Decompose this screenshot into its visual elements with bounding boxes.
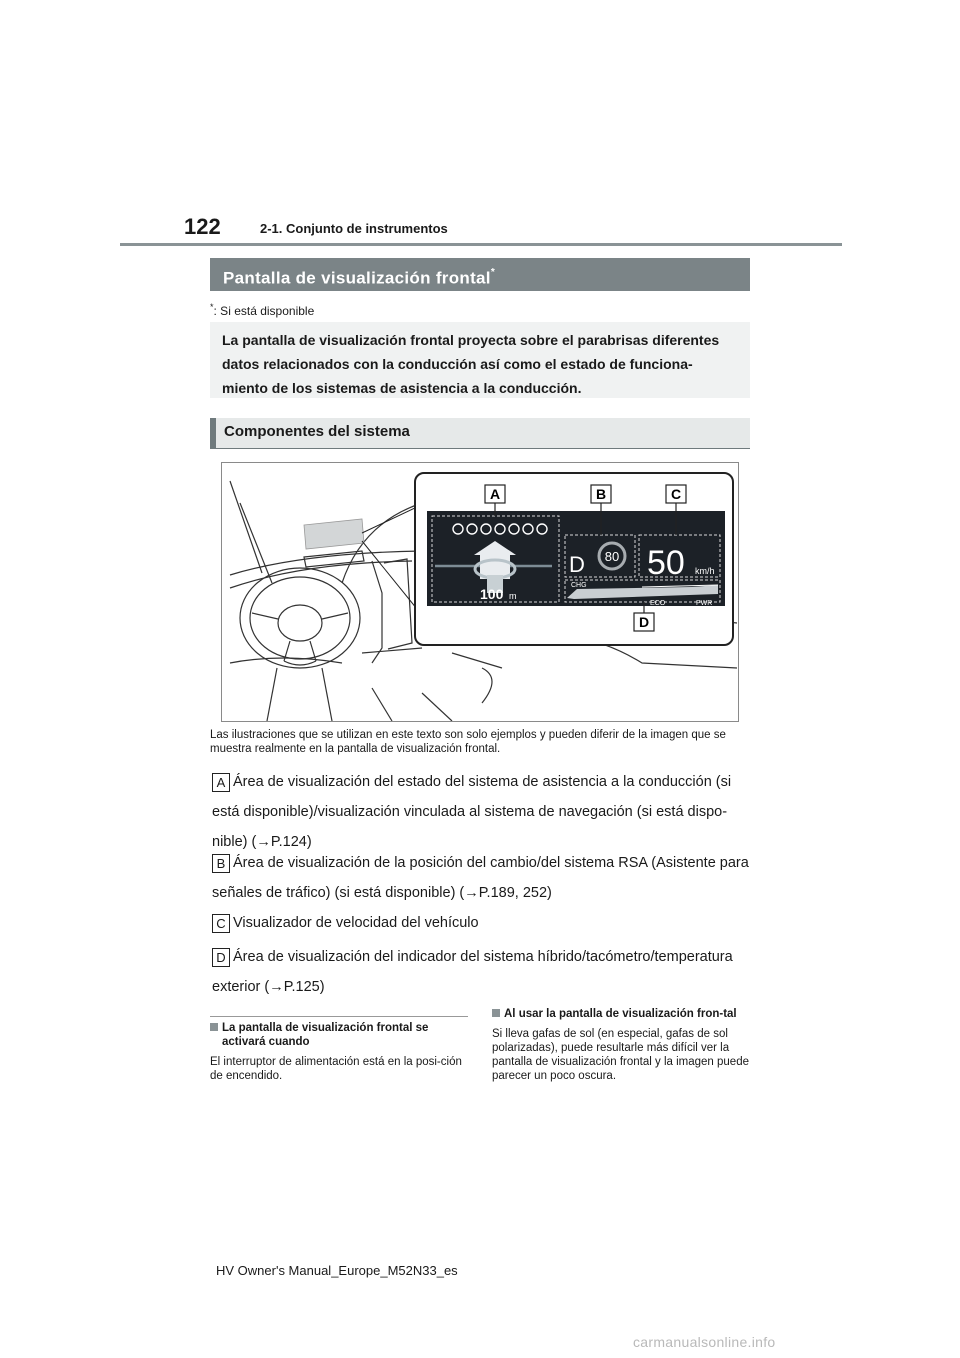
- hud-gear: D: [569, 552, 585, 577]
- item-badge-d: D: [212, 948, 230, 967]
- label-b: B: [595, 486, 607, 502]
- hud-speed-limit: 80: [604, 549, 620, 564]
- item-badge-c: C: [212, 914, 230, 933]
- title-asterisk: *: [490, 267, 496, 278]
- hud-speed-unit: km/h: [695, 566, 715, 576]
- section-header: 2-1. Conjunto de instrumentos: [260, 221, 448, 236]
- component-item-c: [212, 908, 752, 938]
- hud-speed: 50: [647, 544, 685, 582]
- hud-eco: ECO: [650, 600, 666, 607]
- dashboard-drawing: [222, 463, 738, 721]
- subsection-rule: [210, 448, 750, 449]
- hud-distance: 100: [480, 586, 504, 602]
- notes-rule: [210, 1016, 468, 1017]
- hud-chg: CHG: [571, 582, 587, 589]
- hud-pwr: PWR: [696, 600, 713, 607]
- page-number: 122: [184, 214, 221, 239]
- item-text-d: Área de visualización del indicador del sistema híbrido/tacómetro/temperatura exterior (→P.125): [212, 949, 733, 995]
- note-title: La pantalla de visualización frontal se activará cuando: [210, 1021, 468, 1049]
- item-badge-b: B: [212, 854, 230, 873]
- note-activation: [210, 1021, 468, 1083]
- label-c: C: [670, 486, 682, 502]
- availability-footnote: [210, 302, 314, 318]
- page-title-text: Pantalla de visualización frontal: [223, 268, 491, 288]
- component-item-d: [212, 942, 752, 1002]
- subsection-title: Componentes del sistema: [210, 418, 750, 448]
- label-d: D: [638, 614, 650, 630]
- note-body: Si lleva gafas de sol (en especial, gafas de sol polarizadas), puede resultarle más difícil ver la pantalla de visualización frontal y la imagen puede parecer un poco oscura.: [492, 1028, 749, 1082]
- hud-distance-unit: m: [509, 591, 517, 601]
- label-a: A: [489, 486, 501, 502]
- component-item-b: [212, 848, 752, 908]
- item-badge-a: A: [212, 773, 230, 792]
- note-body: El interruptor de alimentación está en la posi-ción de encendido.: [210, 1056, 462, 1082]
- item-text-c: Visualizador de velocidad del vehículo: [233, 915, 479, 931]
- footnote-text: : Si está disponible: [213, 304, 315, 318]
- intro-box: La pantalla de visualización frontal proyecta sobre el parabrisas diferentes datos relacionados con la conducción así como el estado de funciona-miento de los sistemas de asistencia a la conducción.: [210, 322, 750, 398]
- note-title: Al usar la pantalla de visualización fron-tal: [492, 1007, 750, 1021]
- item-text-a: Área de visualización del estado del sistema de asistencia a la conducción (si está disponible)/visualización vinculada al sistema de navegación (si está dispo-nible) (→P.124): [212, 774, 732, 850]
- manual-footer: HV Owner's Manual_Europe_M52N33_es: [216, 1263, 458, 1278]
- component-item-a: [212, 767, 752, 857]
- watermark: carmanualsonline.info: [633, 1334, 776, 1350]
- header-rule: [120, 243, 842, 246]
- hud-illustration: [221, 462, 739, 722]
- note-sunglasses: [492, 1007, 750, 1083]
- footnote-asterisk: *: [210, 302, 214, 312]
- page-title: [210, 258, 750, 291]
- item-text-b: Área de visualización de la posición del cambio/del sistema RSA (Asistente para señales de tráfico) (si está disponible) (→P.189, 252): [212, 855, 749, 901]
- illustration-caption: Las ilustraciones que se utilizan en este texto son solo ejemplos y pueden diferir de la imagen que se muestra realmente en la pantalla de visualización frontal.: [210, 729, 726, 755]
